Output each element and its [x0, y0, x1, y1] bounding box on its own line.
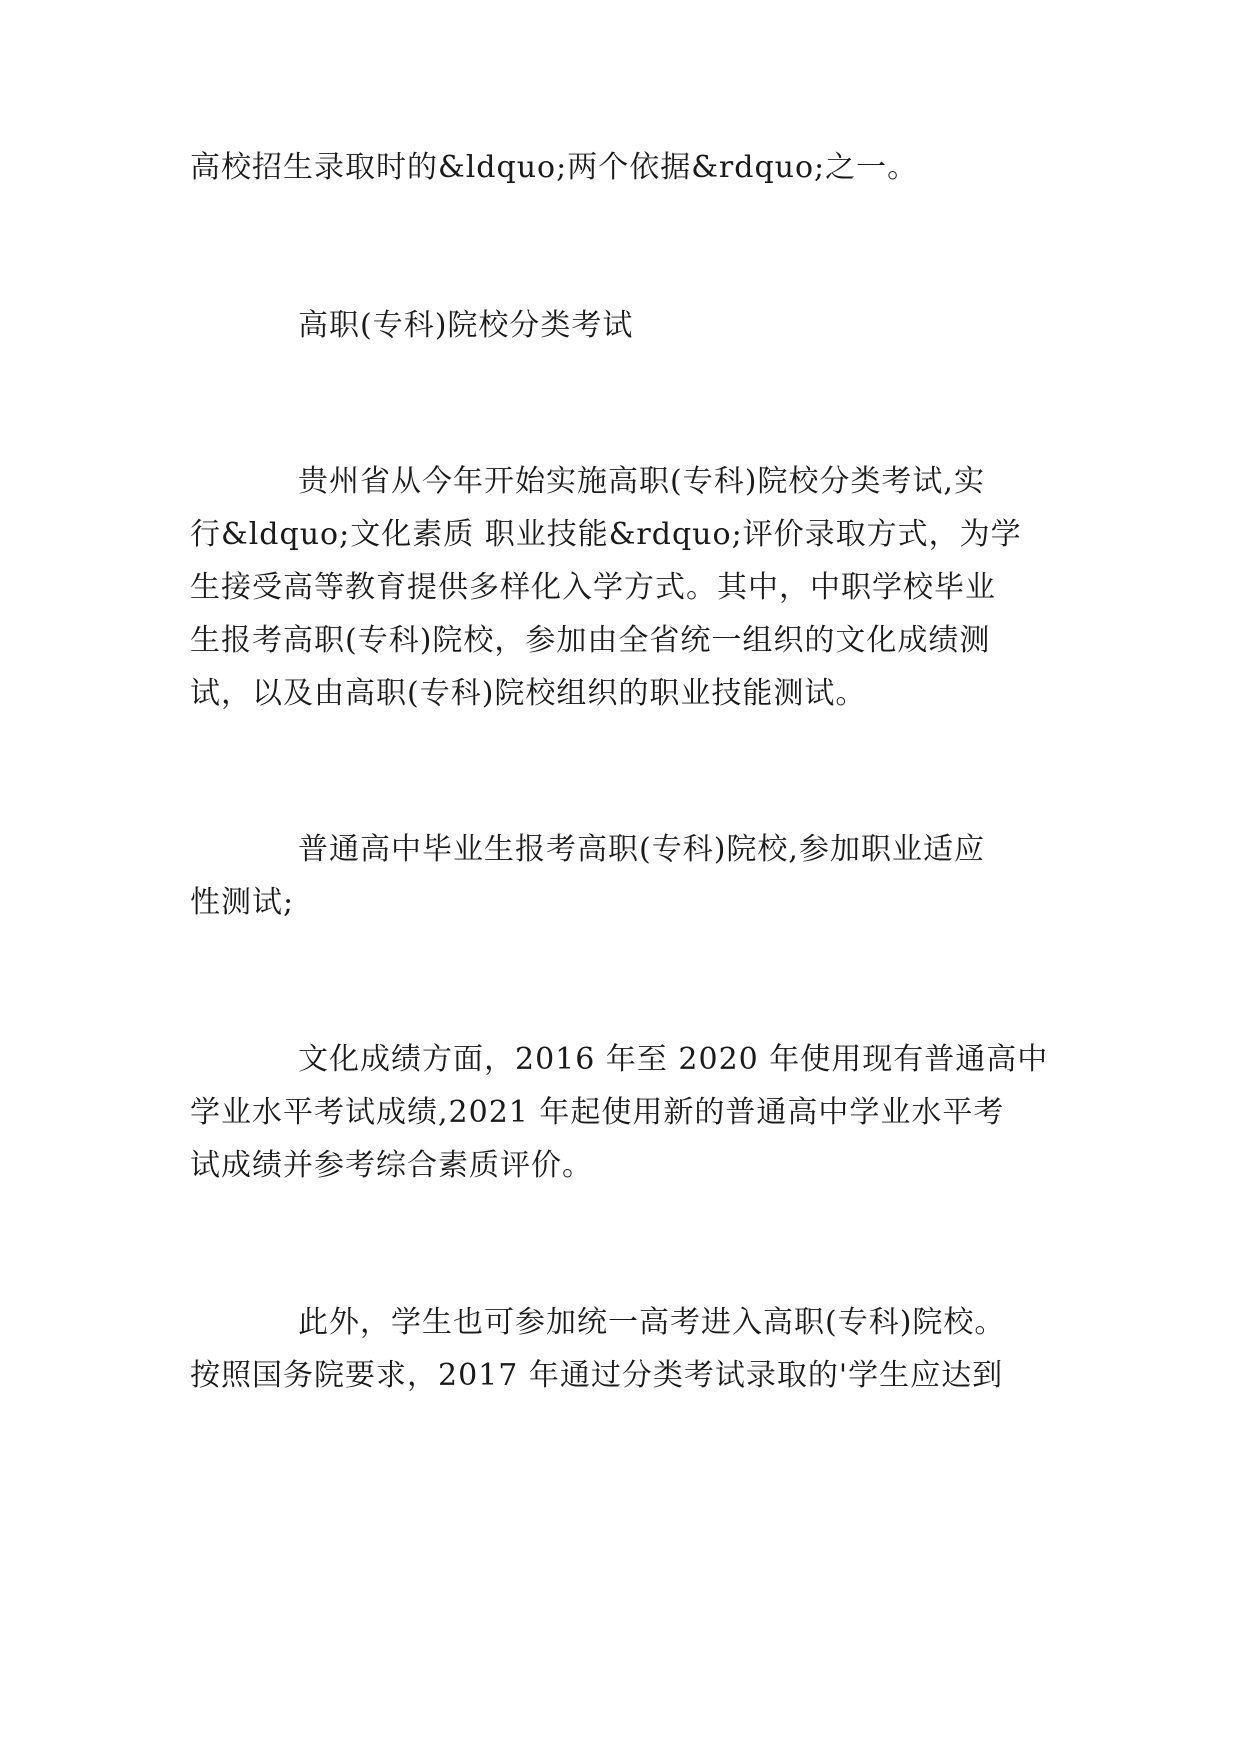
paragraph-line: 学业水平考试成绩,2021 年起使用新的普通高中学业水平考 — [190, 1095, 1005, 1130]
paragraph-line: 普通高中毕业生报考高职(专科)院校,参加职业适应 — [298, 832, 985, 867]
paragraph-line: 生报考高职(专科)院校，参加由全省统一组织的文化成绩测 — [190, 623, 991, 658]
paragraph-line: 按照国务院要求，2017 年通过分类考试录取的'学生应达到 — [190, 1358, 1004, 1393]
paragraph-line: 贵州省从今年开始实施高职(专科)院校分类考试,实 — [298, 464, 985, 499]
paragraph-line: 试成绩并参考综合素质评价。 — [190, 1148, 593, 1183]
paragraph-line: 性测试; — [190, 885, 295, 920]
paragraph-line: 行&ldquo;文化素质 职业技能&rdquo;评价录取方式，为学 — [190, 517, 1022, 552]
paragraph-line: 文化成绩方面，2016 年至 2020 年使用现有普通高中 — [298, 1042, 1049, 1077]
section-heading: 高职(专科)院校分类考试 — [298, 308, 634, 343]
paragraph-line: 高校招生录取时的&ldquo;两个依据&rdquo;之一。 — [190, 150, 919, 185]
paragraph-line: 生接受高等教育提供多样化入学方式。其中，中职学校毕业 — [190, 570, 996, 605]
paragraph-line: 试，以及由高职(专科)院校组织的职业技能测试。 — [190, 676, 867, 711]
paragraph-line: 此外，学生也可参加统一高考进入高职(专科)院校。 — [298, 1305, 1006, 1340]
